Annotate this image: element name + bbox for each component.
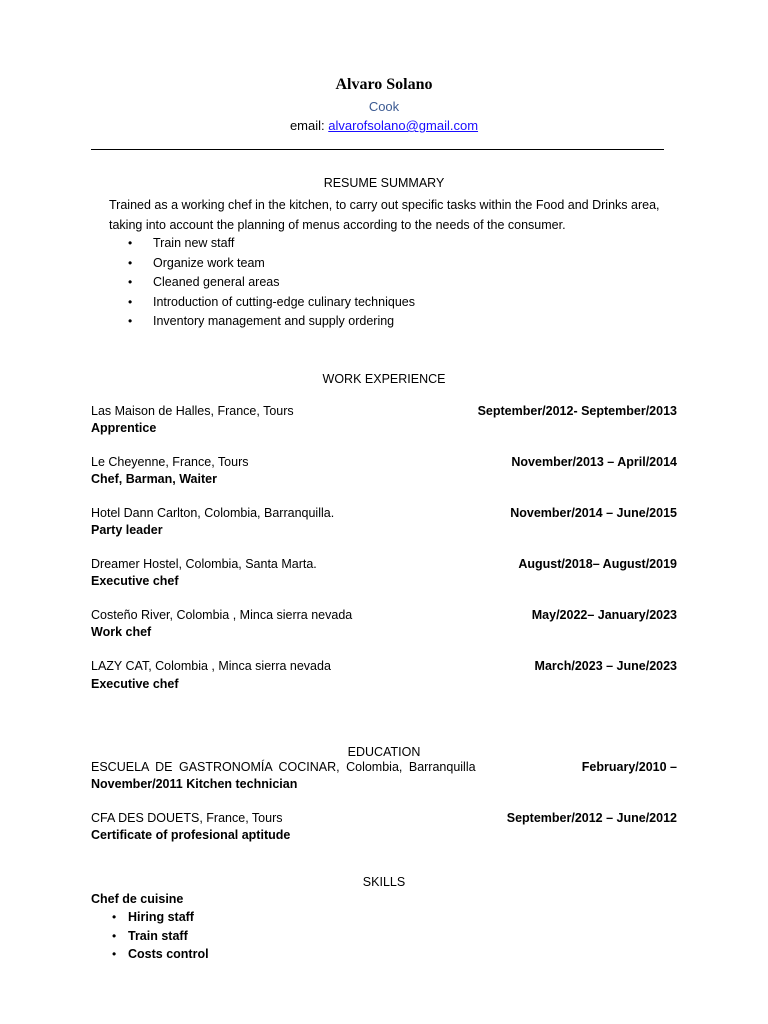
candidate-name: Alvaro Solano bbox=[335, 76, 433, 93]
summary-bullet-list bbox=[128, 234, 415, 332]
skills-heading: SKILLS bbox=[362, 875, 406, 889]
header-divider bbox=[91, 149, 664, 150]
skill-list bbox=[112, 908, 209, 964]
education-dates: February/2010 – bbox=[581, 760, 677, 774]
job-dates: November/2014 – June/2015 bbox=[510, 506, 677, 520]
job-place: LAZY CAT, Colombia , Minca sierra nevada bbox=[91, 659, 331, 673]
education-institution: CFA DES DOUETS, France, Tours bbox=[91, 811, 283, 825]
experience-heading: WORK EXPERIENCE bbox=[322, 372, 446, 386]
job-title: Apprentice bbox=[91, 421, 157, 435]
job-place: Dreamer Hostel, Colombia, Santa Marta. bbox=[91, 557, 317, 571]
job-title: Executive chef bbox=[91, 677, 179, 691]
summary-bullet: • Inventory management and supply ordering bbox=[128, 312, 415, 332]
job-dates: November/2013 – April/2014 bbox=[511, 455, 677, 469]
skill-category: Chef de cuisine bbox=[91, 892, 184, 906]
summary-bullet: • Introduction of cutting-edge culinary techniques bbox=[128, 293, 415, 313]
job-place: Las Maison de Halles, France, Tours bbox=[91, 404, 294, 418]
education-institution: ESCUELA DE GASTRONOMÍA COCINAR, Colombia, Barranquilla bbox=[91, 760, 476, 774]
job-dates: May/2022– January/2023 bbox=[531, 608, 677, 622]
job-place: Costeño River, Colombia , Minca sierra nevada bbox=[91, 608, 353, 622]
summary-bullet: • Organize work team bbox=[128, 254, 415, 274]
job-place: Le Cheyenne, France, Tours bbox=[91, 455, 249, 469]
email-link[interactable]: alvarofsolano@gmail.com bbox=[328, 118, 479, 133]
job-title: Chef, Barman, Waiter bbox=[91, 472, 217, 486]
job-title: Work chef bbox=[91, 625, 152, 639]
email-line bbox=[0, 118, 768, 133]
job-dates: March/2023 – June/2023 bbox=[534, 659, 677, 673]
job-dates: September/2012- September/2013 bbox=[477, 404, 677, 418]
skill-item: • Train staff bbox=[112, 927, 209, 946]
education-heading: EDUCATION bbox=[347, 745, 421, 759]
summary-bullet: • Train new staff bbox=[128, 234, 415, 254]
job-title: Party leader bbox=[91, 523, 163, 537]
education-detail: November/2011 Kitchen technician bbox=[91, 777, 298, 791]
job-title: Executive chef bbox=[91, 574, 179, 588]
candidate-role: Cook bbox=[368, 99, 400, 114]
education-dates: September/2012 – June/2012 bbox=[506, 811, 677, 825]
education-detail: Certificate of profesional aptitude bbox=[91, 828, 291, 842]
job-dates: August/2018– August/2019 bbox=[518, 557, 677, 571]
job-place: Hotel Dann Carlton, Colombia, Barranquilla. bbox=[91, 506, 335, 520]
summary-text: Trained as a working chef in the kitchen, to carry out specific tasks within the Food and Drinks area, taking into account the planning of menus according to the needs of the consumer. bbox=[109, 198, 660, 232]
email-label: email: bbox=[289, 118, 325, 133]
summary-heading: RESUME SUMMARY bbox=[323, 176, 445, 190]
summary-bullet: • Cleaned general areas bbox=[128, 273, 415, 293]
skill-item: • Costs control bbox=[112, 945, 209, 964]
skill-item: • Hiring staff bbox=[112, 908, 209, 927]
